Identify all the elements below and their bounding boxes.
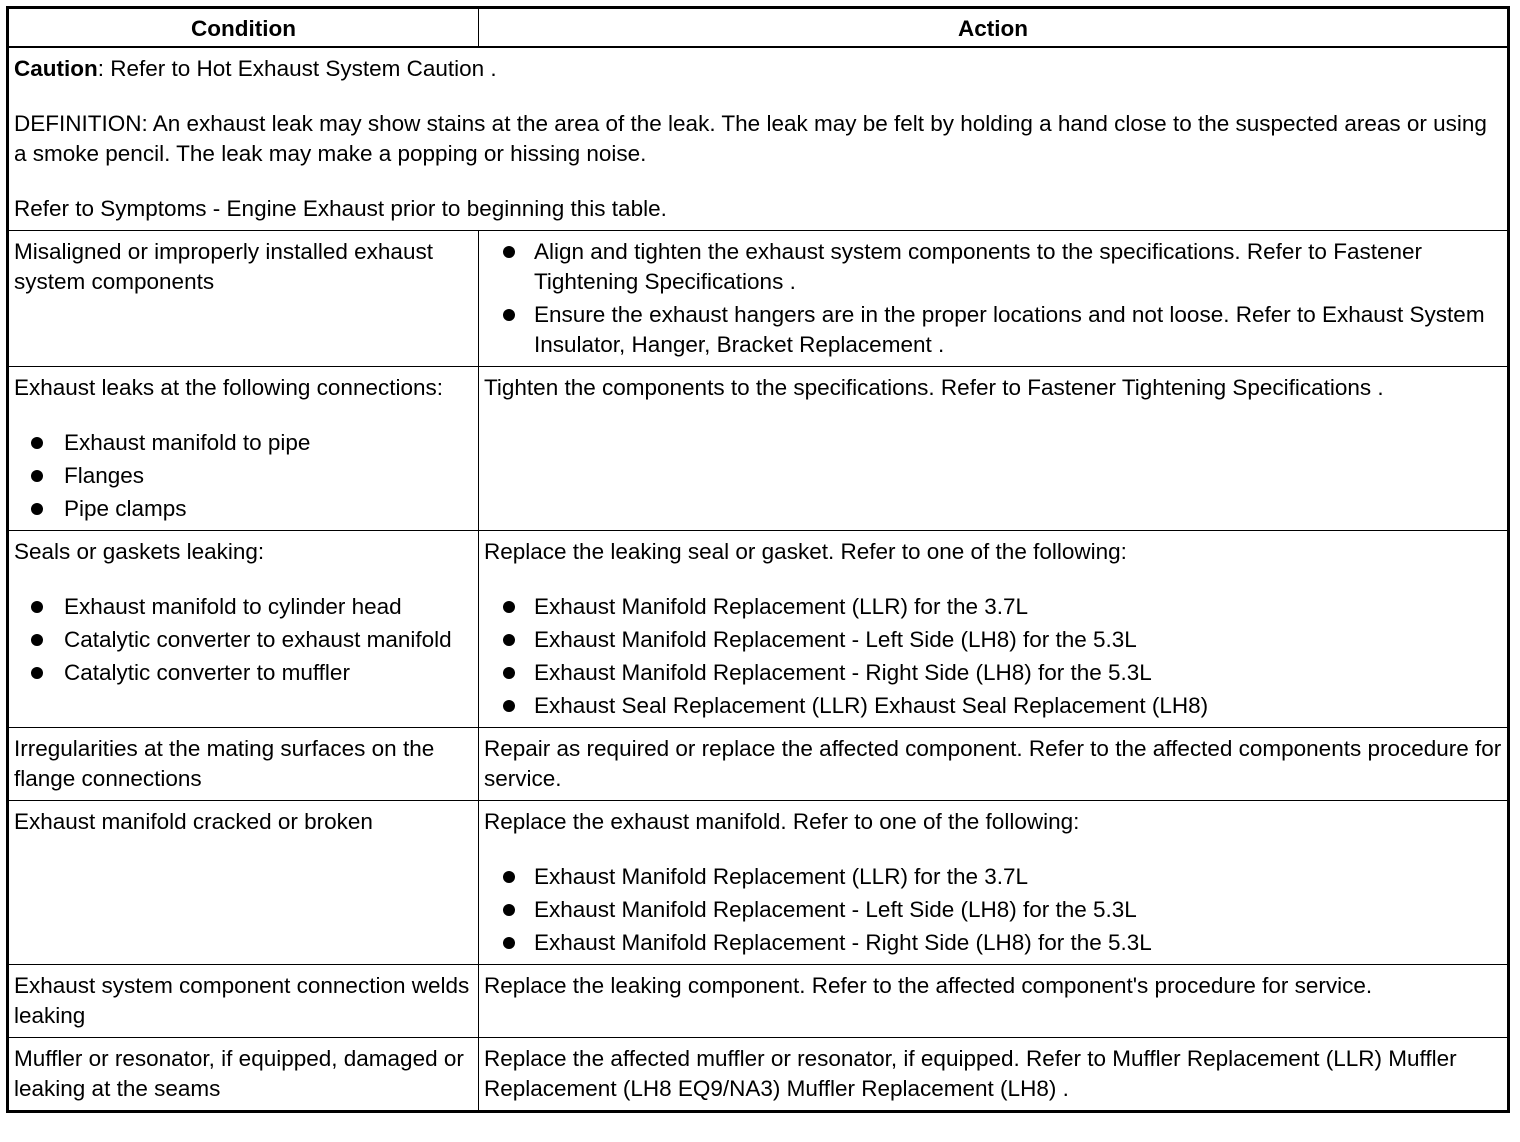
condition-cell: [8, 965, 479, 1038]
bullet-icon: [31, 667, 43, 679]
refer-text: Refer to Symptoms - Engine Exhaust prior to beginning this table.: [14, 196, 667, 221]
bullet-text: Exhaust manifold to pipe: [64, 430, 311, 455]
list-item: [14, 658, 474, 688]
bullet-text: Catalytic converter to muffler: [64, 660, 350, 685]
action-text: Repair as required or replace the affected component. Refer to the affected components procedure for service.: [484, 736, 1502, 791]
condition-header: Condition: [8, 8, 479, 48]
table-row: [8, 801, 1509, 965]
bullet-icon: [503, 634, 515, 646]
condition-text: Misaligned or improperly installed exhaust system components: [14, 239, 433, 294]
list-item: [484, 928, 1503, 958]
caution-label: Caution: [14, 56, 98, 81]
action-bullet-list: [484, 592, 1503, 721]
condition-cell: [8, 531, 479, 728]
bullet-text: Ensure the exhaust hangers are in the proper locations and not loose. Refer to Exhaust System Insulator, Hanger, Bracket Replacement .: [534, 302, 1485, 357]
bullet-text: Exhaust Manifold Replacement - Left Side (LH8) for the 5.3L: [534, 897, 1137, 922]
action-header: Action: [479, 8, 1509, 48]
bullet-icon: [503, 904, 515, 916]
list-item: [14, 592, 474, 622]
bullet-icon: [503, 309, 515, 321]
bullet-text: Exhaust Seal Replacement (LLR) Exhaust Seal Replacement (LH8): [534, 693, 1209, 718]
bullet-icon: [31, 437, 43, 449]
table-row: [8, 231, 1509, 367]
bullet-text: Exhaust Manifold Replacement (LLR) for the 3.7L: [534, 864, 1029, 889]
bullet-icon: [31, 503, 43, 515]
list-item: [484, 592, 1503, 622]
bullet-icon: [31, 601, 43, 613]
bullet-icon: [503, 601, 515, 613]
list-item: [484, 895, 1503, 925]
bullet-text: Exhaust Manifold Replacement - Right Side (LH8) for the 5.3L: [534, 930, 1152, 955]
intro-cell: [8, 47, 1509, 231]
header-row: [8, 8, 1509, 48]
list-item: [484, 658, 1503, 688]
condition-cell: [8, 231, 479, 367]
list-item: [484, 691, 1503, 721]
action-text: Replace the leaking seal or gasket. Refer to one of the following:: [484, 539, 1127, 564]
bullet-text: Exhaust Manifold Replacement - Left Side (LH8) for the 5.3L: [534, 627, 1137, 652]
condition-cell: [8, 728, 479, 801]
bullet-text: Pipe clamps: [64, 496, 187, 521]
list-item: [484, 862, 1503, 892]
definition-text: DEFINITION: An exhaust leak may show stains at the area of the leak. The leak may be felt by holding a hand close to the suspected areas or using a smoke pencil. The leak may make a popping or hissing noise.: [14, 111, 1487, 166]
diagnostic-table: [6, 6, 1510, 1113]
bullet-text: Exhaust Manifold Replacement - Right Side (LH8) for the 5.3L: [534, 660, 1152, 685]
bullet-icon: [503, 667, 515, 679]
condition-bullet-list: [14, 428, 474, 524]
table-row: [8, 1038, 1509, 1112]
bullet-text: Exhaust Manifold Replacement (LLR) for the 3.7L: [534, 594, 1029, 619]
list-item: [484, 625, 1503, 655]
caution-line: [14, 54, 1503, 84]
action-cell: [479, 367, 1509, 531]
table-row: [8, 728, 1509, 801]
bullet-icon: [503, 246, 515, 258]
bullet-text: Catalytic converter to exhaust manifold: [64, 627, 452, 652]
bullet-text: Align and tighten the exhaust system components to the specifications. Refer to Fastener Tightening Specifications .: [534, 239, 1422, 294]
table-row: [8, 531, 1509, 728]
bullet-icon: [503, 871, 515, 883]
condition-text: Exhaust manifold cracked or broken: [14, 809, 373, 834]
condition-cell: [8, 1038, 479, 1112]
action-text: Replace the exhaust manifold. Refer to one of the following:: [484, 809, 1080, 834]
action-text: Replace the affected muffler or resonator, if equipped. Refer to Muffler Replacement (LLR) Muffler Replacement (LH8 EQ9/NA3) Muffler Replacement (LH8) .: [484, 1046, 1457, 1101]
condition-text: Exhaust system component connection welds leaking: [14, 973, 470, 1028]
bullet-text: Exhaust manifold to cylinder head: [64, 594, 402, 619]
condition-cell: [8, 801, 479, 965]
action-cell: [479, 531, 1509, 728]
list-item: [14, 625, 474, 655]
bullet-icon: [503, 937, 515, 949]
bullet-icon: [503, 700, 515, 712]
table-row: [8, 367, 1509, 531]
list-item: [484, 300, 1503, 360]
action-cell: [479, 728, 1509, 801]
action-cell: [479, 231, 1509, 367]
list-item: [14, 494, 474, 524]
action-bullet-list: [484, 862, 1503, 958]
bullet-icon: [31, 470, 43, 482]
list-item: [484, 237, 1503, 297]
intro-row: [8, 47, 1509, 231]
condition-text: Muffler or resonator, if equipped, damaged or leaking at the seams: [14, 1046, 464, 1101]
condition-bullet-list: [14, 592, 474, 688]
bullet-text: Flanges: [64, 463, 145, 488]
condition-text: Seals or gaskets leaking:: [14, 539, 265, 564]
action-text: Replace the leaking component. Refer to the affected component's procedure for service.: [484, 973, 1373, 998]
list-item: [14, 461, 474, 491]
condition-text: Irregularities at the mating surfaces on the flange connections: [14, 736, 435, 791]
condition-cell: [8, 367, 479, 531]
caution-text: : Refer to Hot Exhaust System Caution .: [97, 56, 497, 81]
bullet-icon: [31, 634, 43, 646]
action-cell: [479, 965, 1509, 1038]
table-row: [8, 965, 1509, 1038]
action-cell: [479, 801, 1509, 965]
action-bullet-list: [484, 237, 1503, 360]
list-item: [14, 428, 474, 458]
action-cell: [479, 1038, 1509, 1112]
action-text: Tighten the components to the specifications. Refer to Fastener Tightening Specifications .: [484, 375, 1384, 400]
condition-text: Exhaust leaks at the following connections:: [14, 375, 444, 400]
